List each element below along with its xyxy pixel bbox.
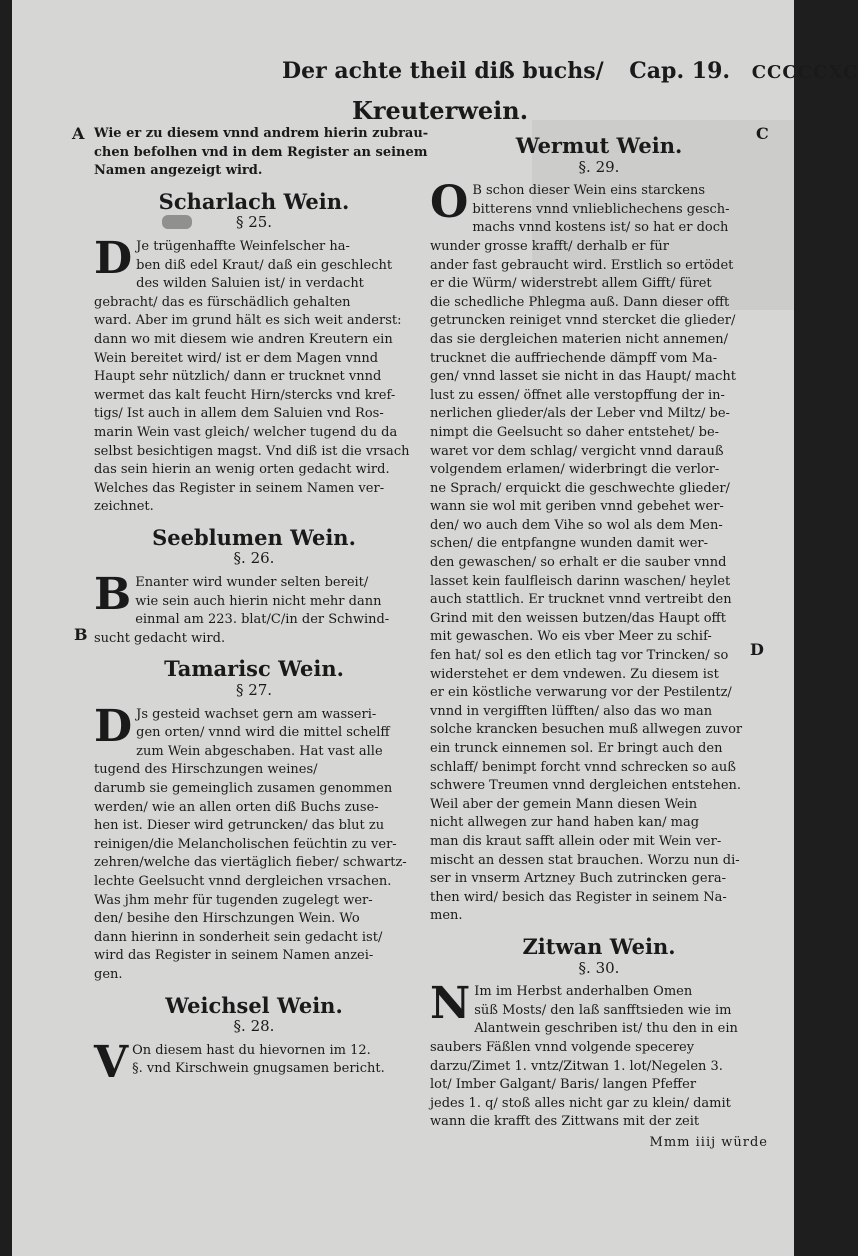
right-section-1-line: waret vor dem schlag/ vergicht vnnd darauß [430,443,724,459]
right-section-2-line: wann die krafft des Zittwans mit der zeit [430,1114,700,1130]
left-section-1-line: das sein hierin an wenig orten gedacht wird. [94,462,390,478]
left-section-3-line: Js gesteid wachset gern am wasseri- [136,706,377,722]
left-column [94,125,429,1088]
left-section-2-body [94,569,414,648]
right-section-1-line: schlaff/ benimpt forcht vnnd schrecken so auß [430,759,736,775]
left-section-2-initial: B [94,569,132,621]
chapter-number: Cap. 19. [629,58,731,84]
left-section-1-line: Welches das Register in seinem Namen ver- [94,480,385,496]
left-section-3-initial: D [94,700,133,752]
left-section-2-line: wie sein auch hierin nicht mehr dann [135,593,382,609]
right-section-1-line: schen/ die entpfangne wunden damit wer- [430,536,709,552]
left-section-3-line: den/ besihe den Hirschzungen Wein. Wo [94,911,360,927]
right-section-1-line: wunder grosse krafft/ derhalb er für [430,238,669,254]
left-section-2-line: einmal am 223. blat/C/in der Schwind- [135,612,390,628]
intro-line: chen befolhen vnd in dem Register an seinem [94,144,428,160]
right-section-1-line: er die Würm/ widerstrebt allem Gifft/ füret [430,276,712,292]
left-section-3-line: darumb sie gemeinglich zusamen genommen [94,781,393,796]
left-section-1-line: wermet das kalt feucht Hirn/stercks vnd kref- [94,387,396,403]
right-section-1-line: lust zu essen/ öffnet alle verstopffung der in- [430,387,725,403]
left-section-3-line: lechte Geelsucht vnnd dergleichen vrsachen. [94,873,392,889]
left-section-3-body [94,700,414,985]
left-section-2-line: sucht gedacht wird. [94,630,226,646]
right-section-1-line: vnnd in vergifften lüfften/ also das wo man [430,703,713,719]
right-section-2-line: lot/ Imber Galgant/ Baris/ langen Pfeffer [430,1077,697,1093]
left-section-1-line: Je trügenhaffte Weinfelscher ha- [136,238,350,254]
intro-line: Namen angezeigt wird. [94,163,263,179]
right-column [430,125,768,1152]
right-section-1-line: men. [430,908,463,924]
right-section-1-line: Grind mit den weissen butzen/das Haupt offt [430,610,726,626]
left-section-3-line: gen. [94,966,123,982]
right-section-1-line: ander fast gebraucht wird. Erstlich so ertödet [430,257,734,273]
left-section-4-body [94,1036,414,1088]
left-section-4-title: Weichsel Wein. [165,992,343,1018]
left-section-3-line: werden/ wie an allen orten diß Buchs zuse- [94,799,379,815]
left-section-3-line: dann hierinn in sonderheit sein gedacht ist/ [94,929,383,945]
right-section-2-line: saubers Fäßlen vnnd volgende specerey [430,1039,695,1055]
left-section-2-title: Seeblumen Wein. [152,524,356,550]
right-section-2-body [430,978,768,1132]
right-section-2-line: Alantwein geschriben ist/ thu den in ein [474,1021,738,1037]
right-section-1-line: gen/ vnnd lasset sie nicht in das Haupt/ macht [430,369,736,385]
left-section-1-line: tigs/ Ist auch in allem dem Saluien vnd Ros- [94,406,384,422]
right-section-1-line: Weil aber der gemein Mann diesen Wein [430,796,698,812]
right-section-1-line: then wird/ besich das Register in seinem Na- [430,889,727,905]
right-section-2-line: darzu/Zimet 1. vntz/Zitwan 1. lot/Negelen 3. [430,1058,723,1074]
left-section-1-body [94,232,414,517]
right-section-1-line: er ein köstliche verwarung vor der Pestilentz/ [430,685,732,701]
right-section-1-line: schwere Treumen vnnd dergleichen entstehen. [430,778,742,794]
running-header [282,58,858,84]
left-section-3-line: wird das Register in seinem Namen anzei- [94,948,374,964]
left-section-1-line: selbst besichtigen magst. Vnd diß ist die vrsach [94,443,410,459]
intro-paragraph [94,125,429,181]
right-section-1-line: ein trunck einnemen sol. Er bringt auch den [430,741,723,756]
running-title: Der achte theil diß buchs/ [282,58,604,84]
right-section-2-line: süß Mosts/ den laß sanfftsieden wie im [474,1002,732,1018]
right-section-1-line: getruncken reiniget vnnd stercket die glieder/ [430,313,736,329]
margin-letter-d: D [750,640,764,659]
right-section-1-line: lasset kein faulfleisch darinn waschen/ heylet [430,573,731,589]
right-section-1-line: wann sie wol mit geriben vnnd gebehet wer- [430,499,724,515]
right-section-1-line: auch stattlich. Er trucknet vnnd vertreibt den [430,592,732,608]
margin-letter-b: B [74,625,88,644]
left-section-3-line: zum Wein abgeschaben. Hat vast alle [136,743,383,759]
right-section-1-line: den/ wo auch dem Vihe so wol als dem Men- [430,517,723,533]
right-section-1-line: ser in vnserm Artzney Buch zutrincken gera- [430,871,726,887]
left-section-1-line: marin Wein vast gleich/ welcher tugend du da [94,424,398,440]
right-section-1-line: ne Sprach/ erquickt die geschwechte glieder/ [430,480,730,496]
left-section-3-line: tugend des Hirschzungen weines/ [94,762,318,778]
right-section-1-number: §. 29. [578,157,620,176]
right-section-2-title: Zitwan Wein. [522,933,676,959]
left-section-1-line: gebracht/ das es fürschädlich gehalten [94,294,351,310]
left-section-1-line: Wein bereitet wird/ ist er dem Magen vnnd [94,350,379,366]
page-footer-signature: Mmm iiij würde [649,1134,768,1150]
right-section-1-line: nimpt die Geelsucht so daher entstehet/ be- [430,424,720,440]
right-section-2-line: Im im Herbst anderhalben Omen [474,984,693,1000]
left-section-3-line: reinigen/die Melancholischen feüchtin zu ver- [94,836,397,852]
right-section-1-line: solche krancken besuchen muß allwegen zuvor [430,722,743,738]
book-page [12,0,858,1256]
margin-letter-a: A [72,124,85,143]
left-section-3-title: Tamarisc Wein. [164,656,344,682]
left-section-4-line: §. vnd Kirschwein gnugsamen bericht. [132,1061,385,1077]
left-section-3-line: Was jhm mehr für tugenden zugelegt wer- [94,892,373,908]
left-section-1-initial: D [94,232,133,284]
right-section-1-line: nerlichen glieder/als der Leber vnd Miltz/ be- [430,406,730,422]
left-section-3-number: § 27. [235,681,273,700]
right-section-1-initial: O [430,177,469,229]
folio-number: CCCCCXC [751,62,858,83]
right-section-1-line: widerstehet er dem vndewen. Zu diesem ist [430,666,719,682]
right-section-1-line: trucknet die auffriechende dämpff vom Ma- [430,350,718,366]
right-section-2-number: §. 30. [578,958,620,977]
right-section-1-line: die schedliche Phlegma auß. Dann dieser offt [430,294,730,310]
page-subtitle: Kreuterwein. [352,96,529,125]
left-section-2-line: Enanter wird wunder selten bereit/ [135,575,369,591]
right-section-2-initial: N [430,978,471,1030]
left-section-1-number: § 25. [235,213,273,232]
left-section-1-line: ward. Aber im grund hält es sich weit anderst: [94,313,402,329]
right-section-1-line: nicht allwegen zur hand haben kan/ mag [430,815,700,831]
right-section-1-line: machs vnnd kostens ist/ so hat er doch [472,220,729,236]
left-section-3-line: zehren/welche das viertäglich fieber/ schwartz- [94,855,407,871]
left-section-4-number: §. 28. [233,1017,275,1036]
right-section-1-line: man dis kraut safft allein oder mit Wein ver- [430,833,722,849]
right-section-1-line: den gewaschen/ so erhalt er die sauber vnnd [430,555,727,571]
right-section-1-line: mit gewaschen. Wo eis vber Meer zu schif- [430,629,712,645]
left-section-1-title: Scharlach Wein. [158,188,350,214]
left-section-1-line: des wilden Saluien ist/ in verdacht [136,276,364,292]
right-section-1-line: mischt an dessen stat brauchen. Worzu nun di- [430,852,740,868]
right-section-1-line: das sie dergleichen materien nicht annemen/ [430,331,729,347]
left-section-1-line: Haupt sehr nützlich/ dann er trucknet vnnd [94,369,382,385]
right-section-2-line: jedes 1. q/ stoß alles nicht gar zu klein/ damit [430,1095,731,1111]
left-section-4-line: On diesem hast du hievornen im 12. [132,1042,371,1058]
right-section-1-line: volgendem erlamen/ widerbringt die verlor- [430,462,720,478]
margin-letter-c: C [756,124,769,143]
intro-line: Wie er zu diesem vnnd andrem hierin zubrau- [94,126,429,141]
right-section-1-body [430,177,768,926]
right-section-1-line: bitterens vnnd vnlieblichechens gesch- [472,201,730,217]
right-section-1-line: fen hat/ sol es den etlich tag vor Trincken/ so [430,648,729,664]
left-section-1-line: dann wo mit diesem wie andren Kreutern ein [94,331,393,347]
left-section-2-number: §. 26. [233,549,275,568]
left-section-3-line: hen ist. Dieser wird getruncken/ das blut zu [94,818,385,834]
left-section-3-line: gen orten/ vnnd wird die mittel schelff [136,725,390,741]
right-section-1-title: Wermut Wein. [515,133,683,158]
left-section-1-line: zeichnet. [94,499,154,515]
left-section-1-line: ben diß edel Kraut/ daß ein geschlecht [136,257,393,273]
right-section-1-line: B schon dieser Wein eins starckens [472,183,705,199]
left-section-4-initial: V [94,1036,129,1088]
